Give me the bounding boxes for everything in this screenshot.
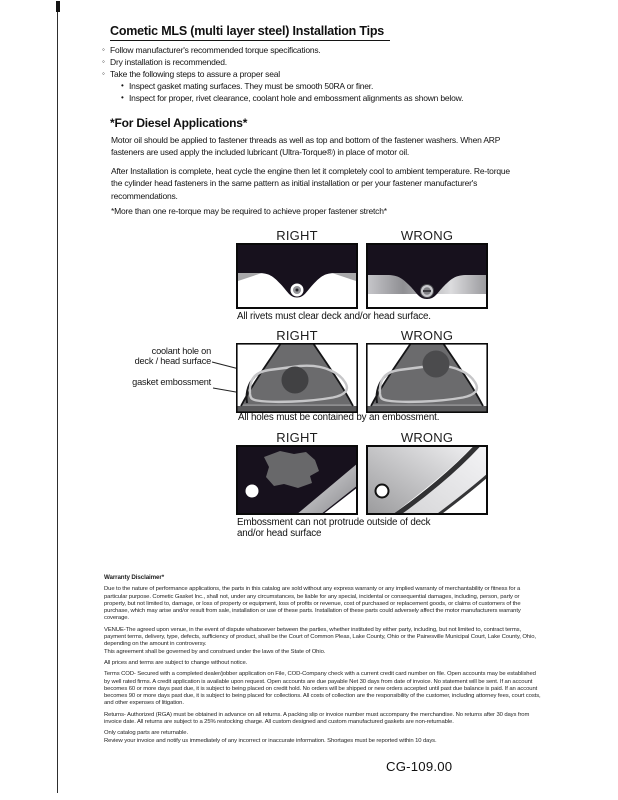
tip-bullet-text: Take the following steps to assure a proper seal (110, 69, 280, 79)
diagram2-right-label: RIGHT (276, 328, 318, 343)
circle-bullet-icon: ◦ (102, 57, 105, 66)
page-edge-tick-icon (56, 1, 60, 12)
tip-sub-bullet-text: Inspect for proper, rivet clearance, coolant hole and embossment alignments as shown below. (129, 93, 464, 103)
diagram1-wrong-image (366, 243, 488, 309)
circle-bullet-icon: ◦ (102, 45, 105, 54)
diagram2-wrong-label: WRONG (400, 328, 454, 343)
embossment-region (264, 451, 319, 488)
diesel-paragraph-1: Motor oil should be applied to fastener threads as well as top and bottom of the fastener washers. When ARP fasteners are used apply the included lubricant (Ultra-Torque®) in place of motor oil. (111, 135, 501, 158)
diagram1-caption: All rivets must clear deck and/or head surface. (237, 311, 431, 322)
bolt-hole (376, 485, 389, 498)
warranty-disclaimer-heading: Warranty Disclaimer* (104, 574, 165, 581)
diagram3-right-image (236, 445, 358, 515)
tip-sub-bullet (121, 93, 463, 103)
bolt-hole (246, 485, 259, 498)
coolant-hole (423, 351, 450, 378)
coolant-hole (282, 367, 309, 394)
page-title: Cometic MLS (multi layer steel) Installation Tips (110, 24, 390, 41)
tip-bullet-text: Dry installation is recommended. (110, 57, 227, 67)
diesel-paragraph-2: After Installation is complete, heat cycle the engine then let it completely cool to ambient temperature. Re-torque the cylinder head fasteners in the same pattern as initial installation or per your fastener manufacturer's recommendations. (111, 166, 510, 201)
page-number: CG-109.00 (386, 759, 453, 774)
diagram2-caption: All holes must be contained by an embossment. (238, 412, 440, 423)
legal-paragraph: Review your invoice and notify us immediately of any incorrect or inaccurate information. Shortages must be reported within 10 days. (104, 737, 437, 744)
diagram3-right-label: RIGHT (276, 430, 318, 445)
legal-paragraph: All prices and terms are subject to change without notice. (104, 659, 248, 666)
dot-bullet-icon: • (121, 81, 124, 90)
circle-bullet-icon: ◦ (102, 69, 105, 78)
legal-paragraph: Due to the nature of performance applications, the parts in this catalog are sold without any express warranty or any implied warranty of merchantability or fitness for a particular purpose. Cometic Gasket Inc., shall not, under any circumstances, be liable for any special, incidental or consequential damages, including, person, party or property, but not limited to, damage, or loss of property or equipment, loss of profits or revenue, cost of purchased or replacement goods, or claims of customers of the purchase, which may arise and/or result from sale, installation or use of these parts. Installation of these parts could adversely affect the motor manufacturers warranty coverage. (104, 586, 521, 622)
tip-bullet (102, 69, 280, 79)
diagram3-caption: Embossment can not protrude outside of deck and/or head surface (237, 517, 431, 540)
legal-paragraph: Only catalog parts are returnable. (104, 730, 189, 737)
coolant-hole-callout: coolant hole on deck / head surface (134, 346, 211, 367)
page-edge-rule (57, 12, 58, 793)
diesel-applications-heading: *For Diesel Applications* (110, 116, 248, 130)
legal-paragraph: Returns- Authorized (RGA) must be obtained in advance on all returns. A packing slip or invoice number must accompany the merchandise. No returns after 30 days from invoice date. All returns are subject to a 25% restocking charge. All custom designed and custom manufactured gaskets are non-returnable. (104, 711, 530, 726)
diagram3-wrong-image (366, 445, 488, 515)
legal-paragraph: Terms COD- Secured with a completed dealer/jobber application on File, COD-Company check with a current credit card number on file. Open accounts may be established by well rated firms. A credit application is available upon request. Open accounts are due payable Net 30 days from date of invoice. No statement will be sent. If an account becomes 60 or more days past due, it is subject to being placed on credit hold. No orders will be shipped or new orders accepted until past due balance is paid. If an account becomes 90 or more days past due, it is subject to being placed for collections. All costs of collection are the responsibility of the customer, including attorney fees, court costs, and other expenses of litigation. (104, 671, 541, 707)
diagram1-right-image (236, 243, 358, 309)
legal-paragraph: This agreement shall be governed by and construed under the laws of the State of Ohio. (104, 648, 326, 655)
tip-bullet-text: Follow manufacturer's recommended torque specifications. (110, 45, 321, 55)
diagram1-right-label: RIGHT (276, 228, 318, 243)
tip-sub-bullet (121, 81, 373, 91)
tip-bullet (102, 57, 227, 67)
diagram2-right-image (236, 343, 358, 413)
tip-bullet (102, 45, 321, 55)
diagram3-wrong-label: WRONG (400, 430, 454, 445)
dot-bullet-icon: • (121, 93, 124, 102)
legal-paragraph: VENUE-The agreed upon venue, in the event of dispute whatsoever between the parties, whether instituted by either party, including, but not limited to, contract terms, payment terms, delivery, type, defects, sufficiency of product, shall be the Court of Common Pleas, Lake County, Ohio or the Painesville Municipal Court, Lake County, Ohio, depending on the amount in controversy. (104, 626, 536, 648)
gasket-embossment-callout: gasket embossment (132, 377, 211, 387)
diagram2-wrong-image (366, 343, 488, 413)
diagram1-wrong-label: WRONG (400, 228, 454, 243)
retorque-note: *More than one re-torque may be required to achieve proper fastener stretch* (111, 206, 387, 216)
tip-sub-bullet-text: Inspect gasket mating surfaces. They must be smooth 50RA or finer. (129, 81, 374, 91)
warranty-disclaimer-section (104, 574, 541, 749)
